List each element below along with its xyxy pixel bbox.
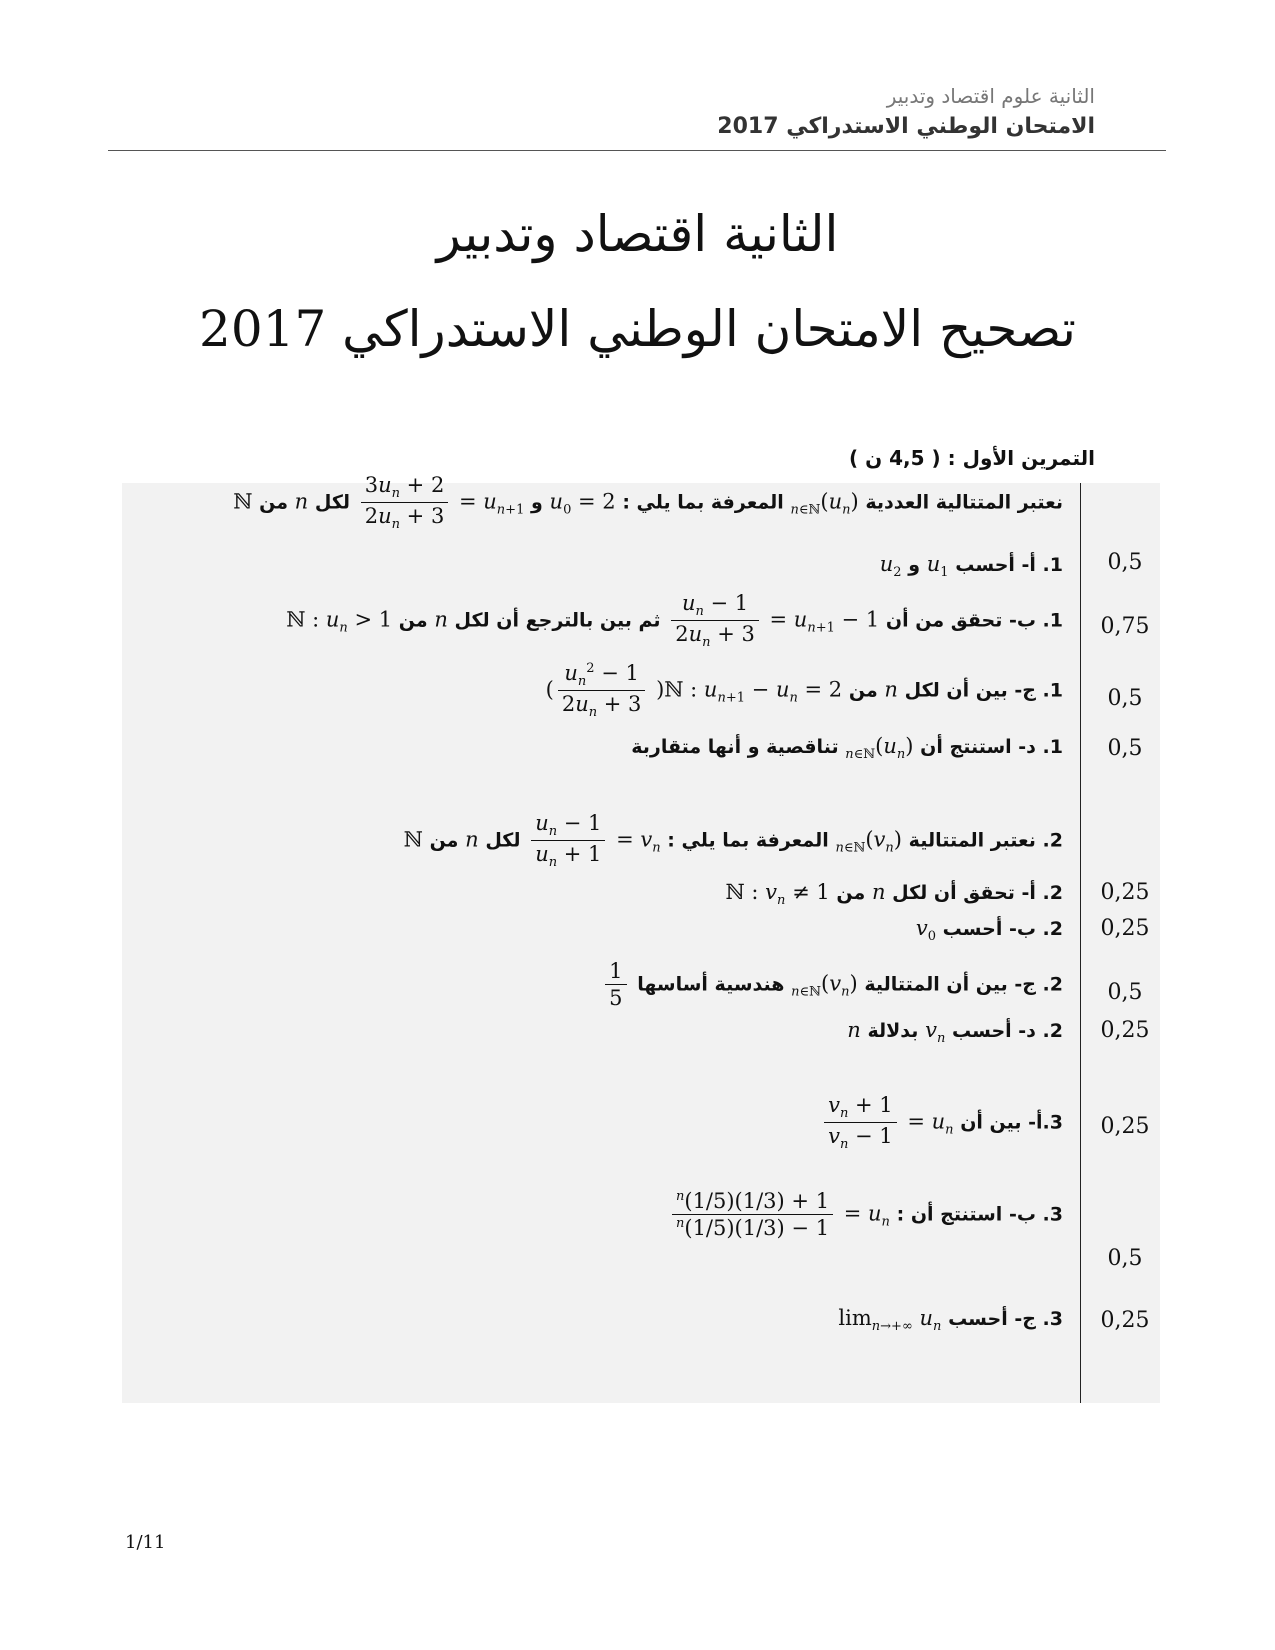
question-2c: 2. ج- بين أن المتتالية $(v_n)_{n\in ℕ}$ هندسية أساسها $\frac{1}{5}$	[601, 958, 1063, 1012]
points-1b: 0,75	[1100, 614, 1150, 639]
points-3b: 0,5	[1107, 1246, 1143, 1271]
points-2a: 0,25	[1100, 880, 1150, 905]
doc-title-line2: تصحيح الامتحان الوطني الاستدراكي 2017	[199, 300, 1076, 358]
points-2c: 0,5	[1107, 980, 1143, 1005]
header-title: الامتحان الوطني الاستدراكي 2017	[717, 114, 1095, 139]
header-subtitle: الثانية علوم اقتصاد وتدبير	[886, 84, 1095, 108]
question-1c: 1. ج- بين أن لكل n من ℕ : $u_{n+1} - u_n = 2$( $\frac{1 - u_n^2}{2u_n + 3}$ )	[545, 661, 1063, 721]
exercise-title: التمرين الأول : ( 4,5 ن )	[849, 446, 1095, 470]
question-3a: 3.أ- بين أن $u_n$ = $\frac{1 + v_n}{1 - v_n}$	[820, 1092, 1063, 1154]
page-number: 1/11	[125, 1532, 166, 1553]
points-1a: 0,5	[1107, 550, 1143, 575]
points-2b: 0,25	[1100, 916, 1150, 941]
question-2d: 2. د- أحسب $v_n$ بدلالة n	[847, 1018, 1063, 1047]
question-2b: 2. ب- أحسب $v_0$	[915, 916, 1063, 945]
doc-title-line1: الثانية اقتصاد وتدبير	[436, 205, 839, 263]
points-divider	[1080, 483, 1081, 1403]
question-1d: 1. د- استنتج أن $(u_n)_{n\in ℕ}$ تناقصية و أنها متقاربة	[631, 734, 1063, 763]
question-3c: 3. ج- أحسب $\lim_{n\to+\infty} u_n$	[838, 1306, 1063, 1335]
question-1b: 1. ب- تحقق من أن $u_{n+1} - 1$ = $\frac{u_n - 1}{2u_n + 3}$ ثم بين بالترجع أن لكل n من ℕ : $u_n > 1$	[286, 591, 1063, 651]
points-3c: 0,25	[1100, 1308, 1150, 1333]
question-1a: 1. أ- أحسب $u_1$ و $u_2$	[879, 552, 1063, 581]
question-intro: نعتبر المتتالية العددية $(u_n)_{n\in ℕ}$ المعرفة بما يلي : $u_0 = 2$ و $u_{n+1}$ = $\frac{3u_n + 2}{2u_n + 3}$ لكل n من ℕ	[233, 473, 1063, 533]
question-3b: 3. ب- استنتج أن : $u_n$ = $\frac{1 + (1/3)(1/5)^n}{1 - (1/3)(1/5)^n}$	[668, 1188, 1063, 1242]
header-divider	[108, 150, 1166, 151]
question-2: 2. نعتبر المتتالية $(v_n)_{n\in ℕ}$ المعرفة بما يلي : $v_n$ = $\frac{u_n - 1}{u_n + 1}$ لكل n من ℕ	[403, 811, 1063, 871]
points-1c: 0,5	[1107, 686, 1143, 711]
question-2a: 2. أ- تحقق أن لكل n من ℕ : $v_n \ne 1$	[725, 880, 1063, 909]
points-3a: 0,25	[1100, 1114, 1150, 1139]
points-2d: 0,25	[1100, 1018, 1150, 1043]
points-1d: 0,5	[1107, 736, 1143, 761]
